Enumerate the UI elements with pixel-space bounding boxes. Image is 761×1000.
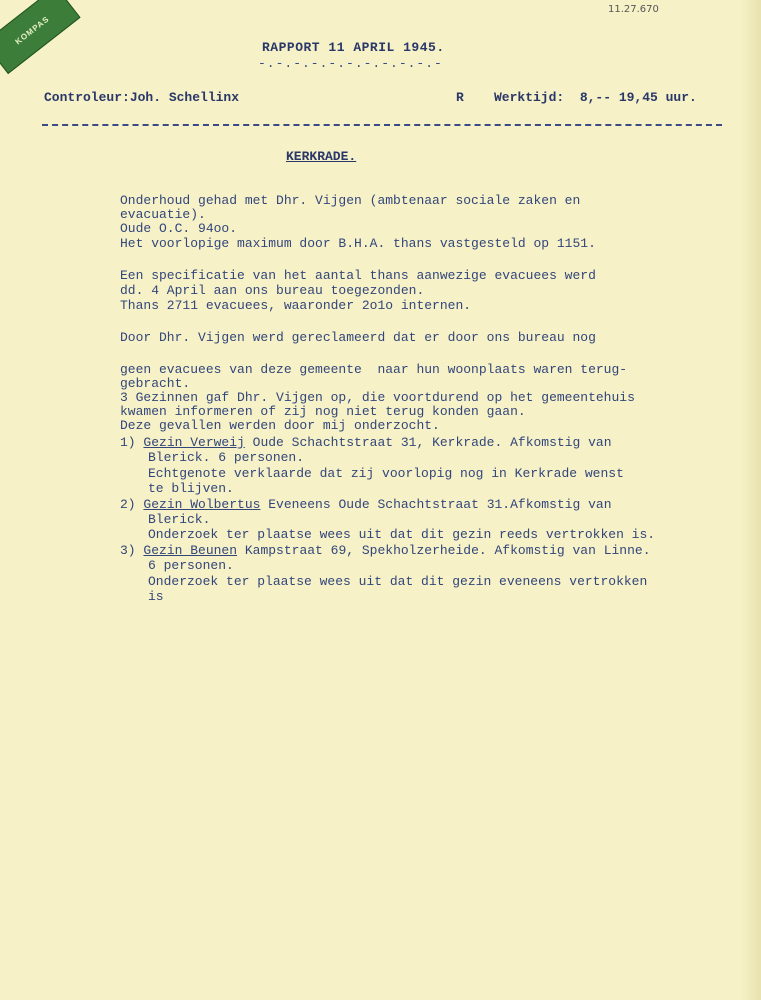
body-line: gebracht. bbox=[120, 376, 191, 391]
sticker-text: KOMPAS bbox=[13, 13, 51, 47]
archive-number: 11.27.670 bbox=[608, 4, 659, 15]
werktijd-line: Werktijd: 8,-- 19,45 uur. bbox=[494, 90, 697, 105]
case-family-name: Gezin Verweij bbox=[143, 435, 245, 450]
case-1-header bbox=[120, 435, 612, 450]
controleur-line: Controleur:Joh. Schellinx bbox=[44, 90, 240, 105]
paper-edge bbox=[741, 0, 761, 1000]
case-family-name: Gezin Beunen bbox=[143, 543, 238, 558]
body-line: 6 personen. bbox=[148, 558, 234, 573]
body-line: Blerick. 6 personen. bbox=[148, 450, 305, 465]
case-number: 3) bbox=[120, 543, 136, 558]
report-title: RAPPORT 11 APRIL 1945. bbox=[262, 40, 445, 55]
overtyped-mark: R bbox=[456, 90, 464, 105]
body-line: Door Dhr. Vijgen werd gereclameerd dat er door ons bureau nog bbox=[120, 330, 596, 345]
case-address: Kampstraat 69, Spekholzerheide. Afkomstig van Linne. bbox=[237, 543, 651, 558]
body-line: Het voorlopige maximum door B.H.A. thans vastgesteld op 1151. bbox=[120, 236, 596, 251]
body-line: Blerick. bbox=[148, 512, 211, 527]
body-line: te blijven. bbox=[148, 481, 234, 496]
case-family-name: Gezin Wolbertus bbox=[143, 497, 261, 512]
body-line: Echtgenote verklaarde dat zij voorlopig nog in Kerkrade wenst bbox=[148, 466, 624, 481]
case-3-header bbox=[120, 543, 651, 558]
body-line: Oude O.C. 94oo. bbox=[120, 221, 238, 236]
case-address: Eveneens Oude Schachtstraat 31.Afkomstig van bbox=[260, 497, 612, 512]
body-line: Deze gevallen werden door mij onderzocht. bbox=[120, 418, 440, 433]
body-line: Onderhoud gehad met Dhr. Vijgen (ambtenaar sociale zaken en bbox=[120, 193, 581, 208]
case-address: Oude Schachtstraat 31, Kerkrade. Afkomstig van bbox=[244, 435, 612, 450]
body-line: Onderzoek ter plaatse wees uit dat dit gezin reeds vertrokken is. bbox=[148, 527, 656, 542]
body-line: Thans 2711 evacuees, waaronder 2o1o internen. bbox=[120, 298, 472, 313]
body-line: geen evacuees van deze gemeente naar hun woonplaats waren terug- bbox=[120, 362, 628, 377]
dashed-divider bbox=[42, 124, 722, 126]
body-line: dd. 4 April aan ons bureau toegezonden. bbox=[120, 283, 425, 298]
title-separator: -.-.-.-.-.-.-.-.-.-.- bbox=[258, 56, 443, 71]
body-line: is bbox=[148, 589, 164, 604]
body-line: Een specificatie van het aantal thans aanwezige evacuees werd bbox=[120, 268, 596, 283]
section-heading: KERKRADE. bbox=[286, 149, 357, 164]
body-line: evacuatie). bbox=[120, 207, 206, 222]
body-line: Onderzoek ter plaatse wees uit dat dit gezin eveneens vertrokken bbox=[148, 574, 648, 589]
body-line: kwamen informeren of zij nog niet terug konden gaan. bbox=[120, 404, 526, 419]
case-2-header bbox=[120, 497, 612, 512]
kompas-sticker bbox=[0, 0, 81, 74]
case-number: 2) bbox=[120, 497, 136, 512]
body-line: 3 Gezinnen gaf Dhr. Vijgen op, die voortdurend op het gemeentehuis bbox=[120, 390, 635, 405]
case-number: 1) bbox=[120, 435, 136, 450]
